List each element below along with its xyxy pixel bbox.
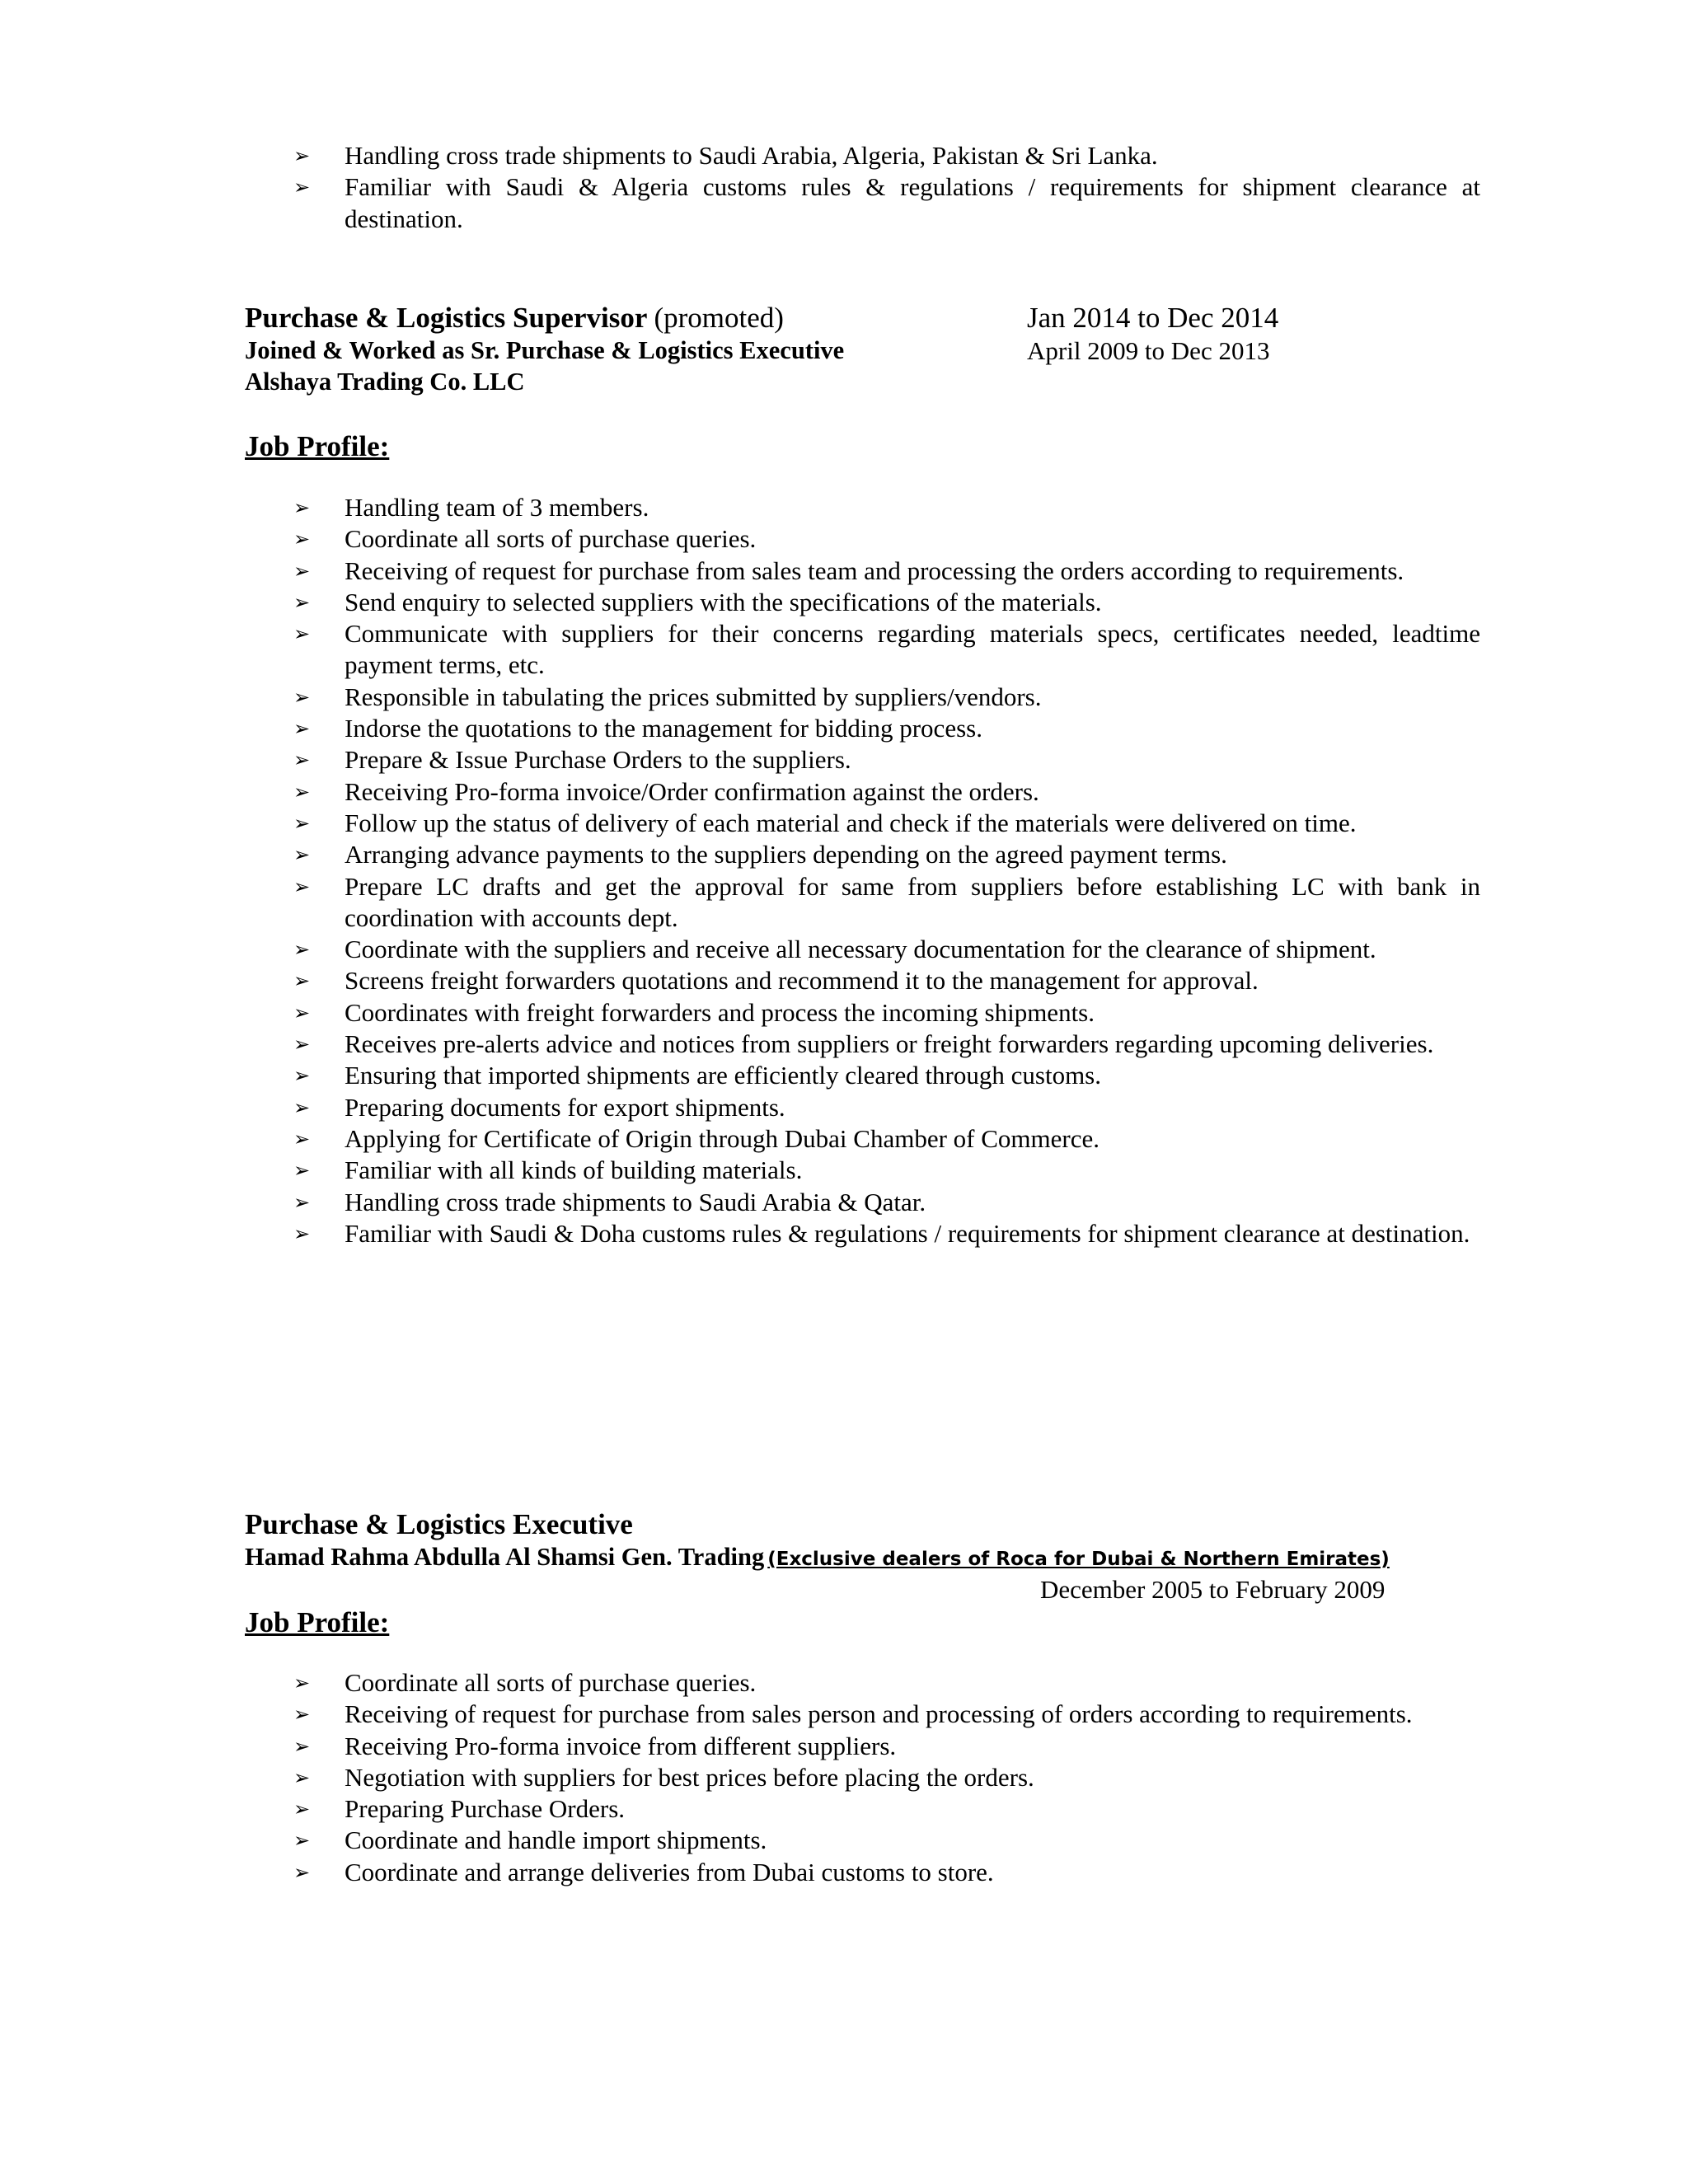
job1-subtitle-dates: April 2009 to Dec 2013 [1027,336,1270,365]
list-item: ➢ Receiving Pro-forma invoice from different suppliers. [293,1731,1480,1762]
list-item: ➢ Preparing documents for export shipments. [293,1092,1480,1123]
list-item: ➢ Responsible in tabulating the prices submitted by suppliers/vendors. [293,682,1480,713]
arrow-bullet-icon: ➢ [293,1064,311,1088]
arrow-bullet-icon: ➢ [293,144,311,167]
arrow-bullet-icon: ➢ [293,1860,311,1884]
arrow-bullet-icon: ➢ [293,1190,311,1214]
list-item: ➢ Handling cross trade shipments to Saudi Arabia & Qatar. [293,1187,1480,1218]
previous-job-bullets [293,140,1480,235]
arrow-bullet-icon: ➢ [293,874,311,898]
arrow-bullet-icon: ➢ [293,1829,311,1853]
arrow-bullet-icon: ➢ [293,1159,311,1183]
job1-title-text: Purchase & Logistics Supervisor [245,302,647,334]
list-item: ➢ Familiar with all kinds of building materials. [293,1155,1480,1186]
arrow-bullet-icon: ➢ [293,811,311,835]
list-item: ➢ Prepare & Issue Purchase Orders to the suppliers. [293,744,1480,776]
list-item: ➢ Receives pre-alerts advice and notices from suppliers or freight forwarders regarding upcoming deliveries. [293,1029,1480,1060]
arrow-bullet-icon: ➢ [293,1797,311,1821]
job2-title: Purchase & Logistics Executive [245,1508,633,1540]
list-item: ➢ Receiving Pro-forma invoice/Order confirmation against the orders. [293,776,1480,808]
job1-bullets [293,492,1480,1249]
job2-dates: December 2005 to February 2009 [1040,1575,1386,1604]
list-item: ➢ Receiving of request for purchase from sales team and processing the orders according to requirements. [293,555,1480,587]
arrow-bullet-icon: ➢ [293,1127,311,1151]
arrow-bullet-icon: ➢ [293,843,311,867]
job1-company: Alshaya Trading Co. LLC [245,368,525,396]
arrow-bullet-icon: ➢ [293,1703,311,1727]
arrow-bullet-icon: ➢ [293,1033,311,1057]
arrow-bullet-icon: ➢ [293,1221,311,1245]
list-item: ➢ Preparing Purchase Orders. [293,1793,1480,1825]
job1-profile-heading: Job Profile: [245,430,390,462]
job2-company-line [245,1543,1390,1572]
list-item: ➢ Ensuring that imported shipments are efficiently cleared through customs. [293,1060,1480,1091]
arrow-bullet-icon: ➢ [293,969,311,993]
job2-company: Hamad Rahma Abdulla Al Shamsi Gen. Trading [245,1543,765,1571]
list-item: ➢ Coordinates with freight forwarders and process the incoming shipments. [293,997,1480,1029]
arrow-bullet-icon: ➢ [293,176,311,199]
job1-title-note: (promoted) [654,302,784,334]
job1-title-dates: Jan 2014 to Dec 2014 [1027,302,1279,334]
list-item: ➢ Follow up the status of delivery of each material and check if the materials were delivered on time. [293,808,1480,839]
arrow-bullet-icon: ➢ [293,685,311,709]
arrow-bullet-icon: ➢ [293,1095,311,1119]
job2-profile-heading: Job Profile: [245,1606,390,1638]
arrow-bullet-icon: ➢ [293,1734,311,1758]
list-item: ➢ Coordinate all sorts of purchase queries. [293,1667,1480,1699]
list-item: ➢ Send enquiry to selected suppliers with the specifications of the materials. [293,587,1480,618]
arrow-bullet-icon: ➢ [293,559,311,583]
list-item: ➢ Indorse the quotations to the management for bidding process. [293,713,1480,744]
list-item: ➢ Receiving of request for purchase from sales person and processing of orders according to requirements. [293,1699,1480,1730]
list-item: ➢ Prepare LC drafts and get the approval for same from suppliers before establishing LC with bank in coordination with accounts dept. [293,871,1480,932]
arrow-bullet-icon: ➢ [293,1671,311,1694]
list-item: ➢ Coordinate all sorts of purchase queries. [293,523,1480,555]
arrow-bullet-icon: ➢ [293,748,311,772]
list-item: ➢ Familiar with Saudi & Doha customs rules & regulations / requirements for shipment clearance at destination. [293,1218,1480,1249]
arrow-bullet-icon: ➢ [293,527,311,551]
arrow-bullet-icon: ➢ [293,496,311,519]
arrow-bullet-icon: ➢ [293,938,311,962]
job2-company-note: (Exclusive dealers of Roca for Dubai & Northern Emirates) [767,1549,1390,1570]
list-item: ➢ Negotiation with suppliers for best prices before placing the orders. [293,1762,1480,1793]
arrow-bullet-icon: ➢ [293,780,311,804]
list-item: ➢ Coordinate and handle import shipments. [293,1825,1480,1856]
arrow-bullet-icon: ➢ [293,1001,311,1024]
list-item: ➢ Screens freight forwarders quotations and recommend it to the management for approval. [293,965,1480,996]
arrow-bullet-icon: ➢ [293,717,311,741]
list-item: ➢ Handling cross trade shipments to Saudi Arabia, Algeria, Pakistan & Sri Lanka. [293,140,1480,171]
list-item: ➢ Familiar with Saudi & Algeria customs rules & regulations / requirements for shipment clearance at destination. [293,172,1480,233]
list-item: ➢ Applying for Certificate of Origin through Dubai Chamber of Commerce. [293,1123,1480,1155]
arrow-bullet-icon: ➢ [293,590,311,614]
list-item: ➢ Coordinate with the suppliers and receive all necessary documentation for the clearance of shipment. [293,934,1480,965]
arrow-bullet-icon: ➢ [293,622,311,646]
job1-subtitle: Joined & Worked as Sr. Purchase & Logistics Executive [245,336,845,364]
job2-bullets [293,1667,1480,1888]
list-item: ➢ Coordinate and arrange deliveries from Dubai customs to store. [293,1857,1480,1888]
list-item: ➢ Communicate with suppliers for their concerns regarding materials specs, certificates needed, leadtime payment terms, etc. [293,619,1480,680]
list-item: ➢ Arranging advance payments to the suppliers depending on the agreed payment terms. [293,839,1480,870]
list-item: ➢ Handling team of 3 members. [293,492,1480,523]
arrow-bullet-icon: ➢ [293,1765,311,1789]
job1-title [245,302,784,335]
